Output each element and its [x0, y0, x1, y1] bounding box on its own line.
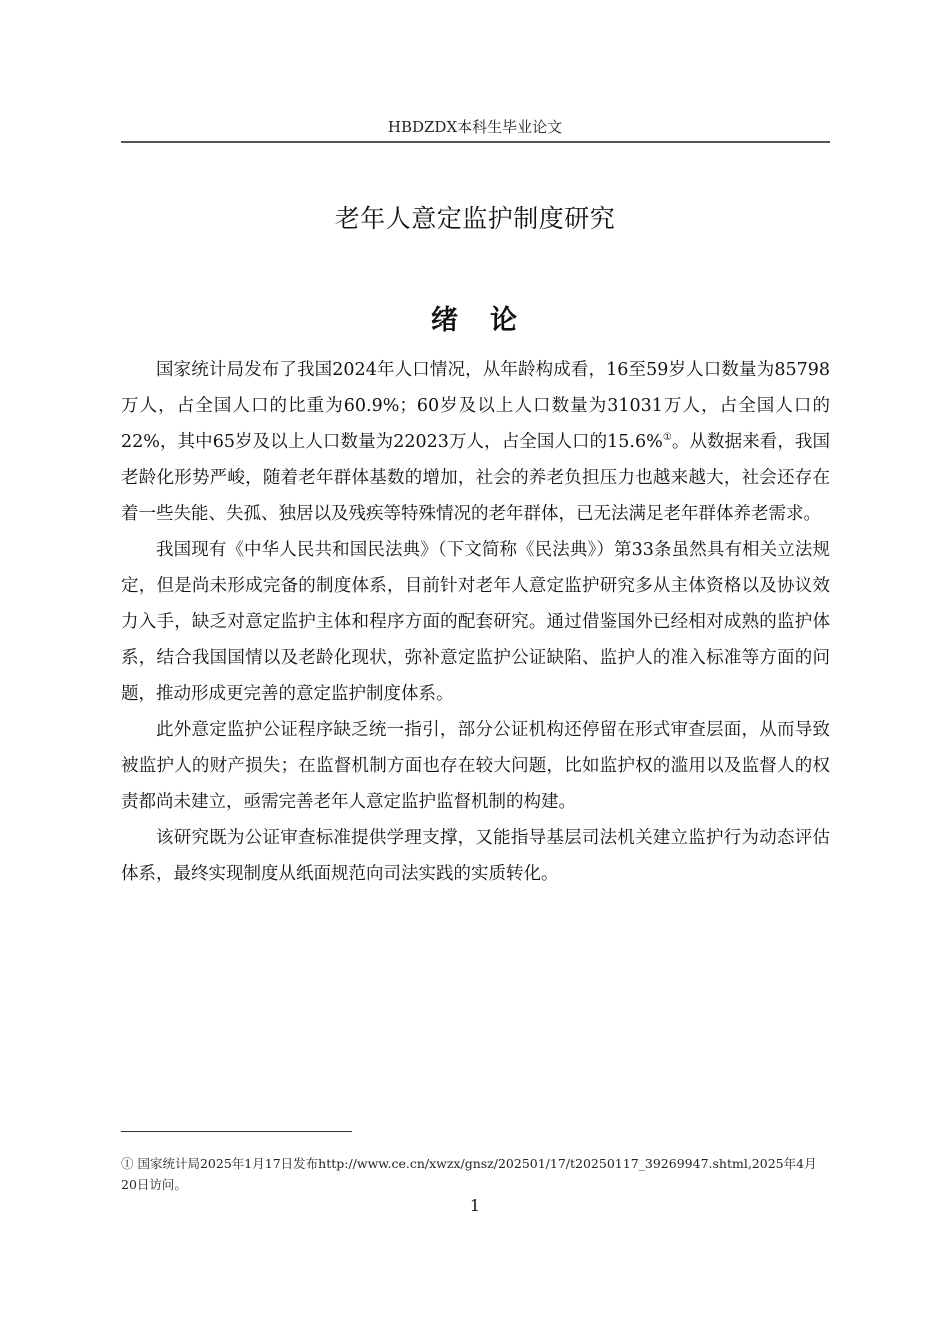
document-title: 老年人意定监护制度研究: [334, 203, 616, 233]
section-title-char: 论: [490, 305, 519, 337]
page-number: 1: [469, 1196, 481, 1215]
footnote: ① 国家统计局2025年1月17日发布http://www.ce.cn/xwzx/gnsz/202501/17/t20250117_39269947.shtml,2025年4月20日访问。: [121, 1156, 817, 1192]
footnote-reference[interactable]: ①: [662, 432, 672, 444]
paragraph-1-text: 国家统计局发布了我国2024年人口情况，从年龄构成看，16至59岁人口数量为85798万人，占全国人口的比重为60.9%；60岁及以上人口数量为31031万人，占全国人口的22%，其中65岁及以上人口数量为22023万人，占全国人口的15.6%: [121, 360, 830, 452]
running-header: HBDZDX本科生毕业论文: [387, 118, 563, 136]
section-title: [0, 298, 950, 337]
section-title-char: 绪: [431, 305, 460, 337]
paragraph-3: 此外意定监护公证程序缺乏统一指引，部分公证机构还停留在形式审查层面，从而导致被监护人的财产损失；在监督机制方面也存在较大问题，比如监护权的滥用以及监督人的权责都尚未建立，亟需完善老年人意定监护监督机制的构建。: [121, 720, 830, 812]
paragraph-1-text-cont: 。从数据来看，我国老龄化形势严峻，随着老年群体基数的增加，社会的养老负担压力也越来越大，社会还存在着一些失能、失孤、独居以及残疾等特殊情况的老年群体，已无法满足老年群体养老需求。: [121, 432, 831, 524]
paragraph-2: 我国现有《中华人民共和国民法典》（下文简称《民法典》）第33条虽然具有相关立法规定，但是尚未形成完备的制度体系，目前针对老年人意定监护研究多从主体资格以及协议效力入手，缺乏对意定监护主体和程序方面的配套研究。通过借鉴国外已经相对成熟的监护体系，结合我国国情以及老龄化现状，弥补意定监护公证缺陷、监护人的准入标准等方面的问题，推动形成更完善的意定监护制度体系。: [121, 540, 830, 704]
paragraph-4: 该研究既为公证审查标准提供学理支撑，又能指导基层司法机关建立监护行为动态评估体系，最终实现制度从纸面规范向司法实践的实质转化。: [121, 828, 830, 884]
body-text: [121, 352, 830, 892]
footnote-divider: [121, 1131, 352, 1132]
paragraph-1: [121, 352, 830, 532]
header-divider: [121, 141, 830, 143]
